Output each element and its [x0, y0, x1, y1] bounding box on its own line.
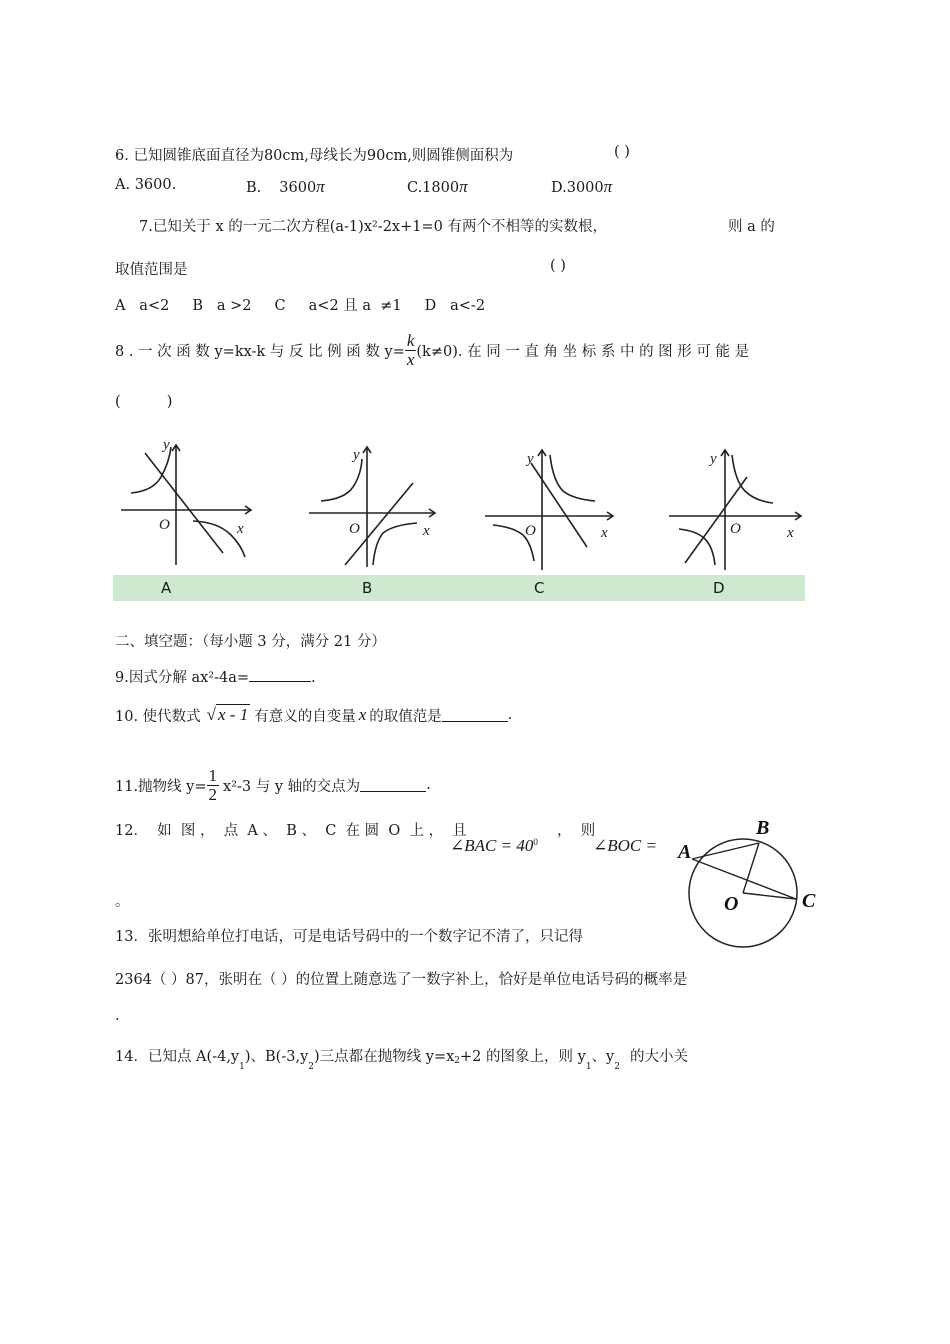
section2-title: 二、填空题：（每小题 3 分，满分 21 分）: [115, 634, 386, 650]
q13-line3: .: [115, 1008, 120, 1024]
q8-paren: ( ): [115, 394, 173, 410]
graph-a-y-label: y: [163, 437, 170, 453]
q12-stem: 12． 如 图 ， 点 A 、 B 、 C 在 圆 O 上 ， 且: [115, 823, 467, 839]
q6-option-c: C.1800π: [407, 177, 468, 196]
label-c: C: [802, 890, 816, 912]
q7-stem: 7.已知关于 x 的一元二次方程(a-1)x²-2x+1=0 有两个不相等的实数根，: [139, 219, 607, 235]
graph-c-line: [531, 463, 587, 547]
graph-a-origin: O: [159, 517, 170, 533]
graph-a-x-label: x: [237, 521, 244, 537]
q11-blank[interactable]: [360, 779, 426, 792]
q7-line2: 取值范围是: [115, 262, 188, 278]
graph-b: [309, 447, 435, 567]
graph-d: [669, 450, 801, 570]
graph-c-curve1: [550, 455, 595, 501]
q9-blank[interactable]: [249, 669, 311, 682]
graph-b-x-label: x: [423, 523, 430, 539]
graph-a-line: [145, 453, 223, 553]
graph-b-curve1: [321, 459, 362, 501]
segment-ab: [692, 843, 759, 859]
q11: 11.抛物线 y= $\frac{1}{2}$ x²-3 与 y 轴的交点为 .: [115, 765, 431, 804]
q11-fraction: $\frac{1}{2}$: [208, 765, 218, 804]
q12-angle-given: ∠BAC = $40^0$: [450, 836, 538, 855]
graph-b-y-label: y: [353, 447, 360, 463]
q14: 14．已知点 $A(-4,y_1)$、$B(-3,y_2)$三点都在抛物线 $y=x_2+2$ 的图象上，则 $y_1$、$y_2$的大小关: [115, 1049, 688, 1072]
q9: 9.因式分解 ax²-4a= .: [115, 670, 316, 686]
q12-angle-ask: ∠BOC =: [593, 836, 657, 855]
graph-label-a: A: [161, 579, 172, 597]
q6-option-b: B. 3600π: [246, 177, 325, 196]
graph-c-x-label: x: [601, 525, 608, 541]
q10-sqrt: √ x - 1: [206, 705, 249, 724]
q7-options: A a<2 B a >2 C a<2 且 a ≠1 D a<-2: [115, 298, 486, 314]
label-o: O: [724, 893, 739, 915]
label-b: B: [756, 817, 770, 839]
label-a: A: [678, 841, 692, 863]
graph-b-origin: O: [349, 521, 360, 537]
q8-graphs-svg: [113, 425, 805, 575]
q8-fraction: $\frac{k}{x}$: [406, 330, 415, 369]
q6-option-a: A. 3600.: [115, 177, 177, 193]
graph-d-y-label: y: [710, 451, 717, 467]
graph-a-curve1: [131, 447, 171, 493]
graph-label-c: C: [534, 579, 545, 597]
q6-option-d: D.3000π: [551, 177, 613, 196]
segment-ob: [743, 843, 759, 893]
graph-a: [121, 445, 251, 565]
q13-line2: 2364（ ）87，张明在（ ）的位置上随意选了一数字补上，恰好是单位电话号码的概率是: [115, 972, 688, 988]
graph-d-origin: O: [730, 521, 741, 537]
graph-label-d: D: [713, 579, 725, 597]
graph-b-curve2: [373, 523, 417, 565]
graph-d-curve1: [732, 455, 773, 503]
q6-stem: 6. 已知圆锥底面直径为80cm,母线长为90cm,则圆锥侧面积为: [115, 148, 514, 164]
graph-c-y-label: y: [527, 451, 534, 467]
q12-circle-figure: [672, 812, 832, 960]
q12-then: ， 则: [557, 823, 596, 839]
q8-stem: 8 . 一 次 函 数 y=kx-k 与 反 比 例 函 数 y= $\frac{k}{x}$ (k≠0). 在 同 一 直 角 坐 标 系 中 的 图 形 可 能 是: [115, 330, 750, 369]
q7-paren: ( ): [550, 258, 566, 274]
graph-d-line: [685, 477, 747, 563]
graph-label-b: B: [362, 579, 373, 597]
q13-line1: 13．张明想給单位打电话，可是电话号码中的一个数字记不清了，只记得: [115, 929, 583, 945]
q12-end: 。: [115, 894, 130, 910]
q7-stem-tail: 则 a 的: [728, 219, 775, 235]
graph-label-strip: [113, 575, 805, 601]
graph-c: [485, 450, 613, 570]
graph-d-x-label: x: [787, 525, 794, 541]
q6-paren: ( ): [614, 144, 630, 160]
q10: 10. 使代数式 √ x - 1 有意义的自变量 x 的取值范是 .: [115, 705, 513, 725]
q8-graphs: [113, 425, 805, 601]
q10-blank[interactable]: [442, 709, 508, 722]
graph-c-origin: O: [525, 523, 536, 539]
